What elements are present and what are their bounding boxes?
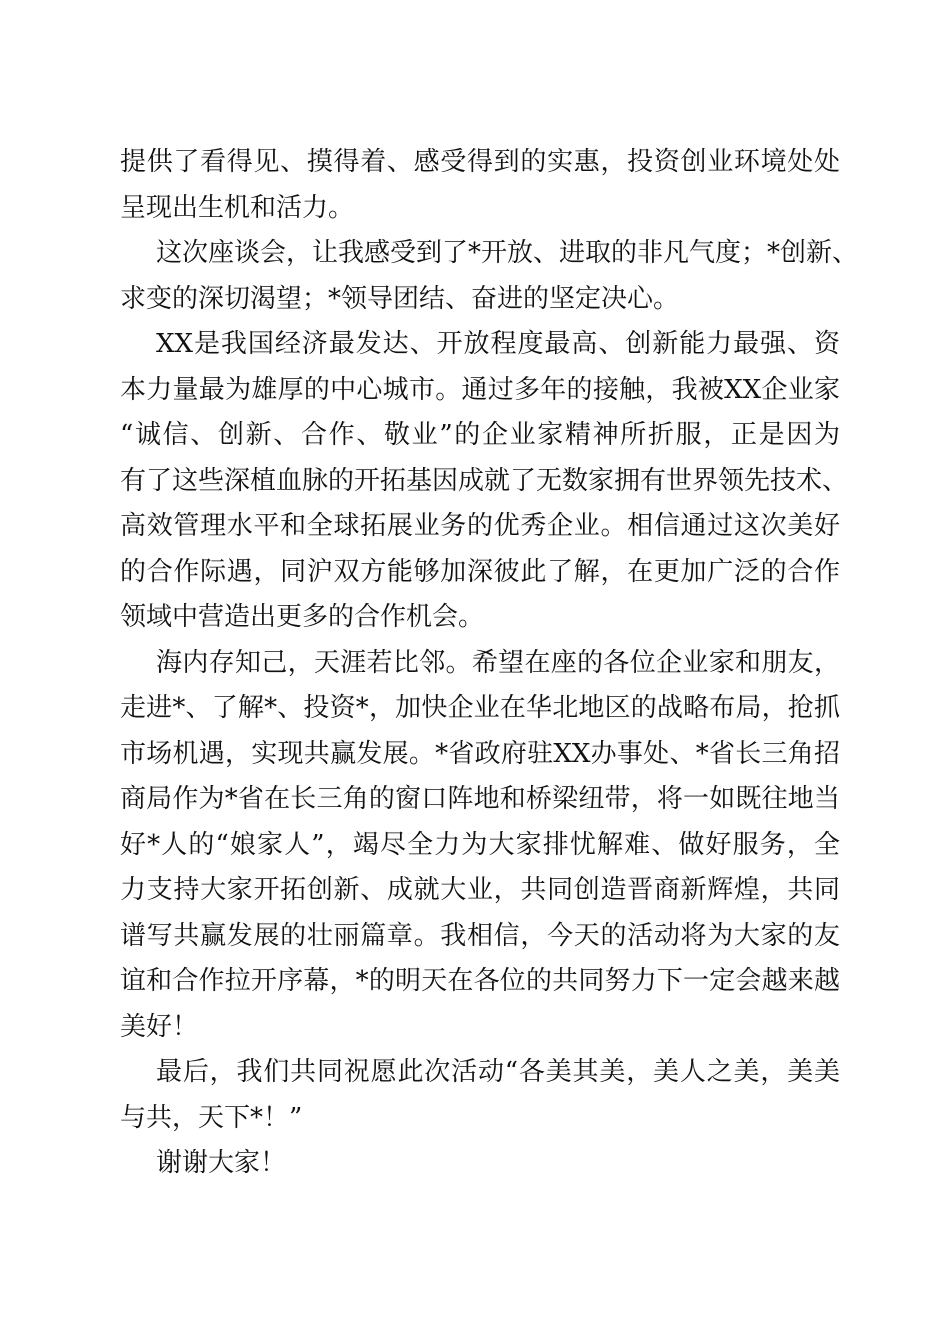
text-line: 领域中营造出更多的合作机会。 [120,602,485,632]
text-line: 力支持大家开拓创新、成就大业，共同创造晋商新辉煌，共同 [120,875,840,905]
paragraph [120,140,840,231]
text-line: 提供了看得见、摸得着、感受得到的实惠，投资创业环境处处 [120,147,840,177]
text-line: 商局作为*省在长三角的窗口阵地和桥梁纽带，将一如既往地当 [120,784,840,814]
text-line: 走进*、了解*、投资*，加快企业在华北地区的战略布局，抢抓 [120,693,840,723]
text-line: 美好！ [120,1011,199,1042]
text-line: 海内存知己，天涯若比邻。希望在座的各位企业家和朋友， [156,647,840,678]
text-line: 的合作际遇，同沪双方能够加深彼此了解，在更加广泛的合作 [120,556,840,587]
paragraph [120,322,849,641]
document-body [120,140,859,1187]
text-line: 与共，天下*！” [120,1102,303,1133]
text-line: 最后，我们共同祝愿此次活动“各美其美，美人之美，美美 [156,1057,840,1087]
text-line: 谢谢大家！ [156,1148,287,1178]
paragraph [120,641,840,1051]
text-line: XX是我国经济最发达、开放程度最高、创新能力最强、资 [156,329,840,359]
text-line: 市场机遇，实现共赢发展。*省政府驻XX办事处、*省长三角招 [120,738,840,769]
text-line: 这次座谈会，让我感受到了*开放、进取的非凡气度；*创新、 [156,238,859,268]
text-line: 本力量最为雄厚的中心城市。通过多年的接触，我被XX企业家 [120,374,840,405]
text-line: “诚信、创新、合作、敬业”的企业家精神所折服，正是因为 [120,420,840,450]
paragraph [120,1050,840,1141]
paragraph [120,231,859,322]
text-line: 好*人的“娘家人”，竭尽全力为大家排忧解难、做好服务，全 [120,829,840,860]
text-line: 呈现出生机和活力。 [120,192,355,223]
text-line: 求变的深切渴望；*领导团结、奋进的坚定决心。 [120,283,680,314]
text-line: 谊和合作拉开序幕，*的明天在各位的共同努力下一定会越来越 [120,966,840,996]
text-line: 高效管理水平和全球拓展业务的优秀企业。相信通过这次美好 [120,511,840,541]
text-line: 有了这些深植血脉的开拓基因成就了无数家拥有世界领先技术、 [120,465,849,496]
text-line: 谱写共赢发展的壮丽篇章。我相信，今天的活动将为大家的友 [120,920,840,951]
paragraph [120,1141,840,1187]
